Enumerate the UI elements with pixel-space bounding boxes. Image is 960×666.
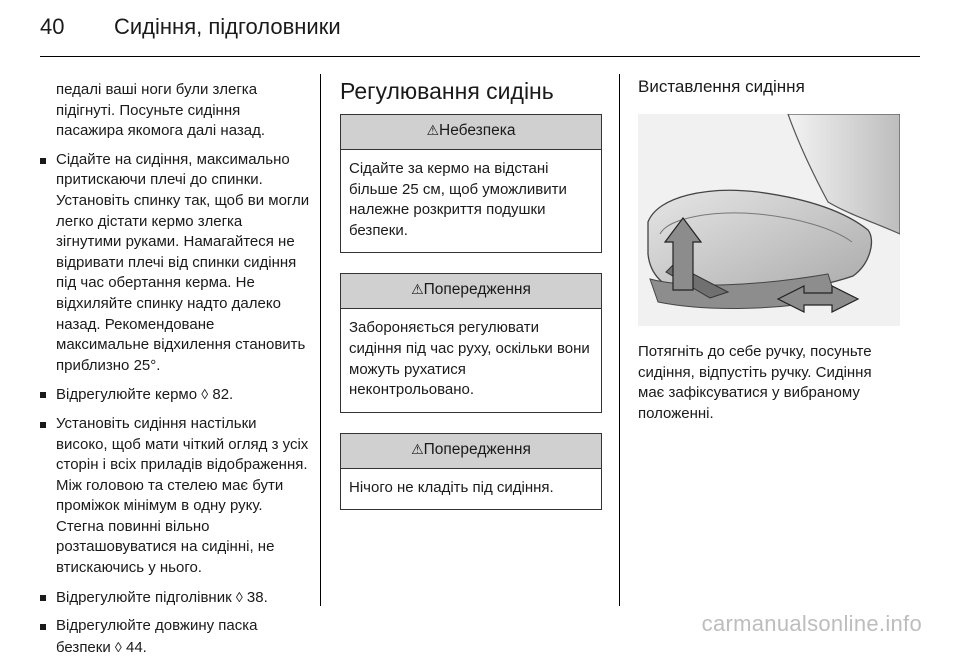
column-2 (340, 76, 602, 530)
list-item (40, 414, 310, 579)
page-reference-link[interactable]: 44. (126, 638, 147, 656)
header-divider (40, 56, 920, 57)
danger-box (340, 114, 602, 253)
list-item (40, 384, 310, 406)
watermark: carmanualsonline.info (701, 611, 922, 636)
bullet-square-icon (40, 158, 46, 164)
column-divider-1 (320, 74, 321, 606)
list-item-text: Відрегулюйте кермо (56, 386, 198, 404)
page-number: 40 (40, 14, 65, 39)
page-reference-icon: ◊ (201, 386, 209, 403)
warning-box-header (341, 274, 601, 309)
column-3 (638, 76, 902, 424)
warning-box-header (341, 434, 601, 469)
list-item (40, 616, 310, 658)
list-item-text: Установіть сидіння настільки високо, щоб мати чіткий огляд з усіх сторін і всіх приладів відображення. Між головою та стелею має бути проміжок мінімум в одну руку. Стегна повинні вільно розташовуватися на сидінні, не втискаючись у нього. (56, 414, 309, 577)
column-1 (40, 80, 310, 666)
instruction-paragraph: Потягніть до себе ручку, посуньте сидіння, відпустіть ручку. Сидіння має зафіксуватися у вибраному положенні. (638, 343, 872, 422)
bullet-square-icon (40, 624, 46, 630)
page-title: Сидіння, підголовники (114, 14, 341, 39)
warning-box-title: Попередження (423, 281, 531, 299)
warning-box (340, 433, 602, 511)
column-divider-2 (619, 74, 620, 606)
bullet-square-icon (40, 595, 46, 601)
seat-adjustment-illustration (638, 114, 900, 326)
page-reference-icon: ◊ (114, 638, 122, 655)
intro-paragraph: педалі ваші ноги були злегка підігнуті. Посуньте сидіння пасажира якомога далі назад. (56, 81, 266, 140)
warning-box-header (341, 115, 601, 150)
warning-triangle-icon: ⚠ (411, 440, 424, 457)
warning-box (340, 273, 602, 412)
warning-triangle-icon: ⚠ (411, 281, 424, 298)
page-reference-icon: ◊ (235, 588, 243, 605)
warning-box-body: Нічого не кладіть під сидіння. (349, 478, 554, 496)
list-item-text: Відрегулюйте підголівник (56, 588, 232, 606)
list-item-text: Сідайте на сидіння, максимально притискаючи плечі до спинки. Установіть спинку так, щоб ви могли легко дістати кермо злегка зігнутими руками. Намагайтеся не відривати плечі від спинки сидіння під час обертання керма. Не відхиляйте спинку надто далеко назад. Рекомендоване максимальне відхилення становить приблизно 25°. (56, 150, 310, 374)
list-item-text: Відрегулюйте довжину паска безпеки (56, 617, 258, 656)
bullet-square-icon (40, 392, 46, 398)
page-reference-link[interactable]: 82. (212, 386, 234, 404)
list-item (40, 150, 310, 377)
warning-box-body: Сідайте за кермо на відстані більше 25 см, щоб уможливити належне розкриття подушки безпеки. (349, 160, 567, 239)
section-heading: Регулювання сидінь (340, 78, 554, 104)
warning-box-body: Забороняється регулювати сидіння під час руху, оскільки вони можуть рухатися неконтрольовано. (349, 319, 590, 399)
subsection-heading: Виставлення сидіння (638, 77, 805, 96)
warning-triangle-icon: ⚠ (426, 122, 440, 138)
seat-illustration-svg (638, 114, 900, 326)
warning-box-title: Попередження (423, 440, 531, 458)
instruction-list (40, 150, 310, 659)
list-item (40, 587, 310, 609)
page-reference-link[interactable]: 38. (246, 588, 268, 606)
bullet-square-icon (40, 422, 46, 428)
warning-box-title: Небезпека (439, 122, 516, 139)
